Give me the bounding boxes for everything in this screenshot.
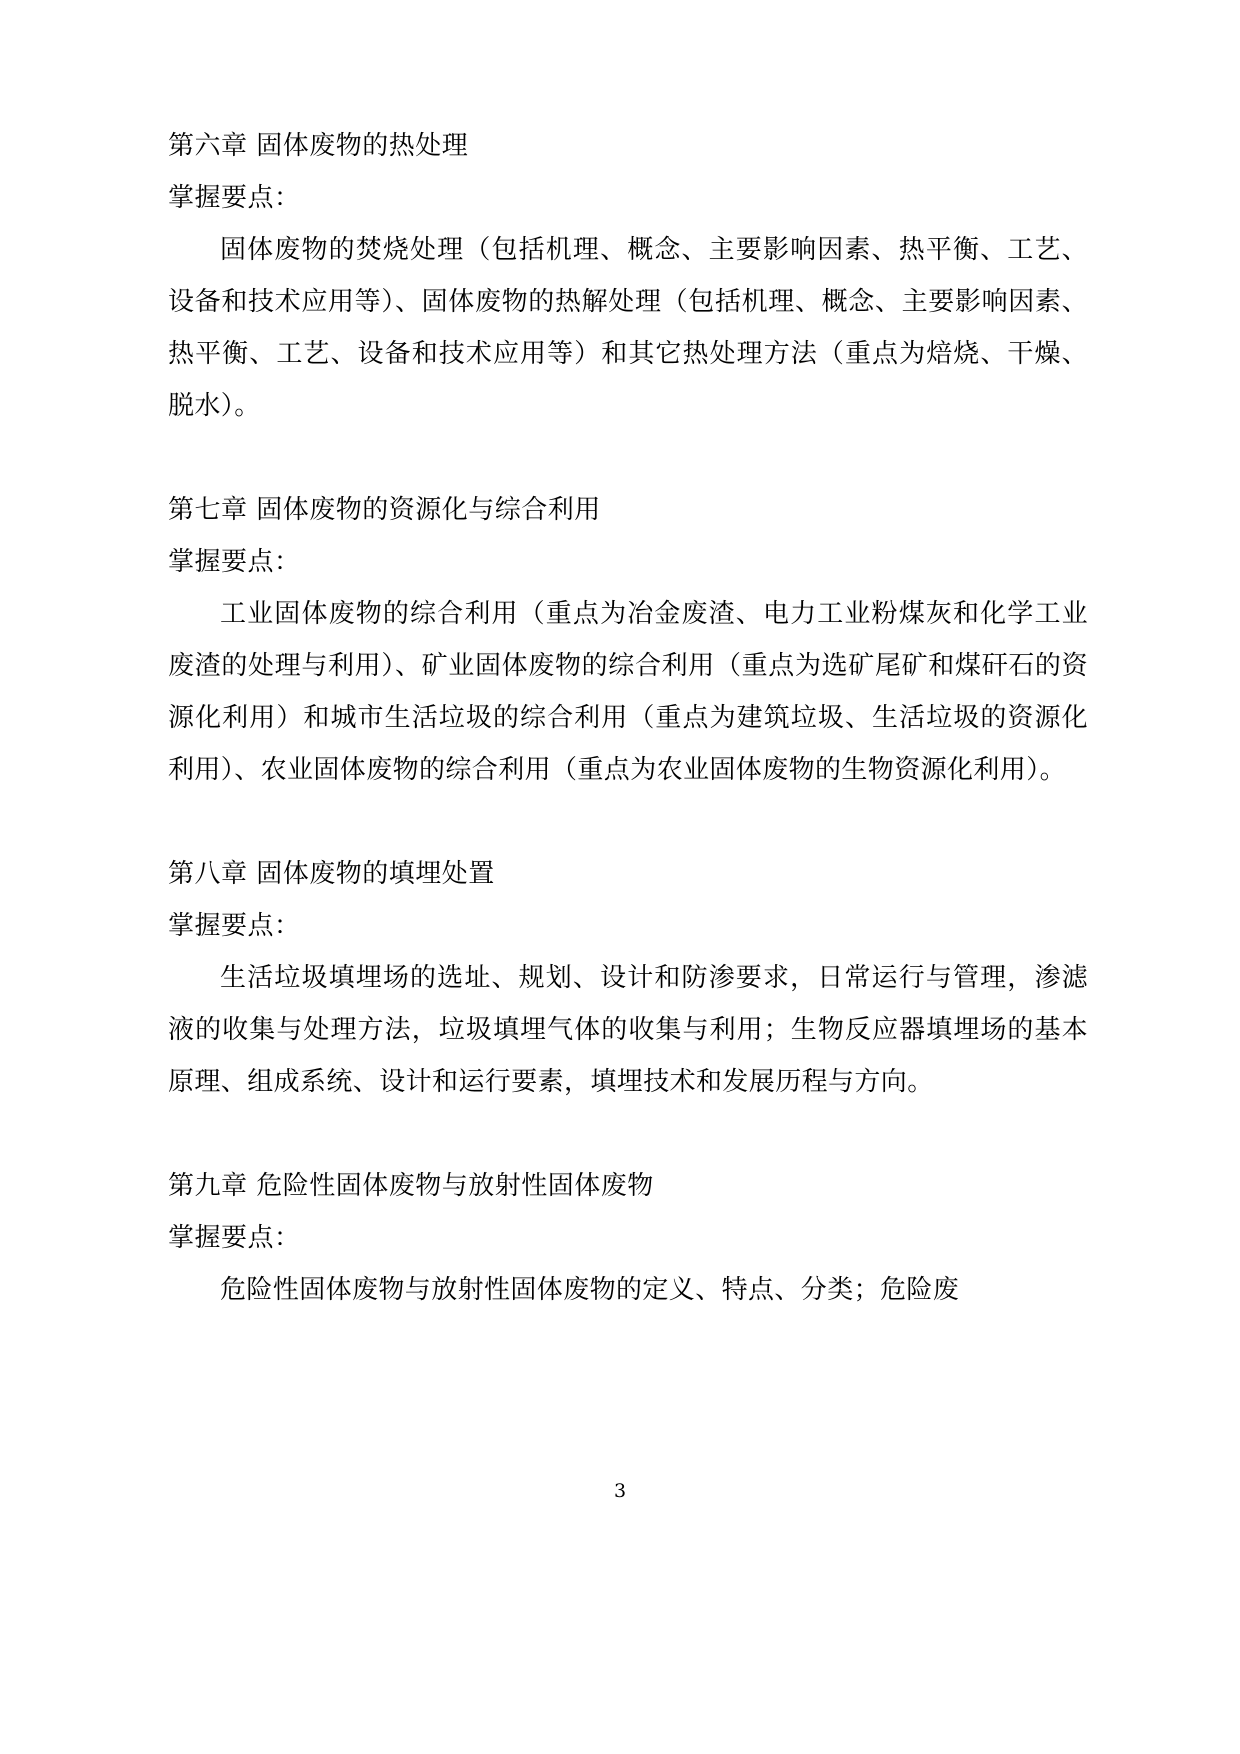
section-chapter-seven [168,484,1088,796]
section-chapter-nine [168,1160,1088,1316]
section-chapter-six [168,120,1088,432]
chapter-paragraph: 危险性固体废物与放射性固体废物的定义、特点、分类；危险废 [220,1275,960,1305]
key-points-label: 掌握要点： [168,911,301,941]
page-number: 3 [613,1480,627,1502]
key-points-label: 掌握要点： [168,183,301,213]
chapter-heading: 第六章 固体废物的热处理 [168,131,469,161]
chapter-paragraph: 生活垃圾填埋场的选址、规划、设计和防渗要求，日常运行与管理，渗滤液的收集与处理方法，垃圾填埋气体的收集与利用；生物反应器填埋场的基本原理、组成系统、设计和运行要素，填埋技术和发展历程与方向。 [168,963,1088,1097]
chapter-paragraph: 固体废物的焚烧处理（包括机理、概念、主要影响因素、热平衡、工艺、设备和技术应用等）、固体废物的热解处理（包括机理、概念、主要影响因素、热平衡、工艺、设备和技术应用等）和其它热处理方法（重点为焙烧、干燥、脱水）。 [168,235,1088,421]
chapter-heading: 第八章 固体废物的填埋处置 [168,859,495,889]
document-body [168,120,1088,1316]
key-points-label: 掌握要点： [168,547,301,577]
key-points-label: 掌握要点： [168,1223,301,1253]
chapter-heading: 第七章 固体废物的资源化与综合利用 [168,495,601,525]
chapter-heading: 第九章 危险性固体废物与放射性固体废物 [168,1171,654,1201]
chapter-paragraph: 工业固体废物的综合利用（重点为冶金废渣、电力工业粉煤灰和化学工业废渣的处理与利用）、矿业固体废物的综合利用（重点为选矿尾矿和煤矸石的资源化利用）和城市生活垃圾的综合利用（重点为建筑垃圾、生活垃圾的资源化利用）、农业固体废物的综合利用（重点为农业固体废物的生物资源化利用）。 [168,599,1088,785]
section-chapter-eight [168,848,1088,1108]
